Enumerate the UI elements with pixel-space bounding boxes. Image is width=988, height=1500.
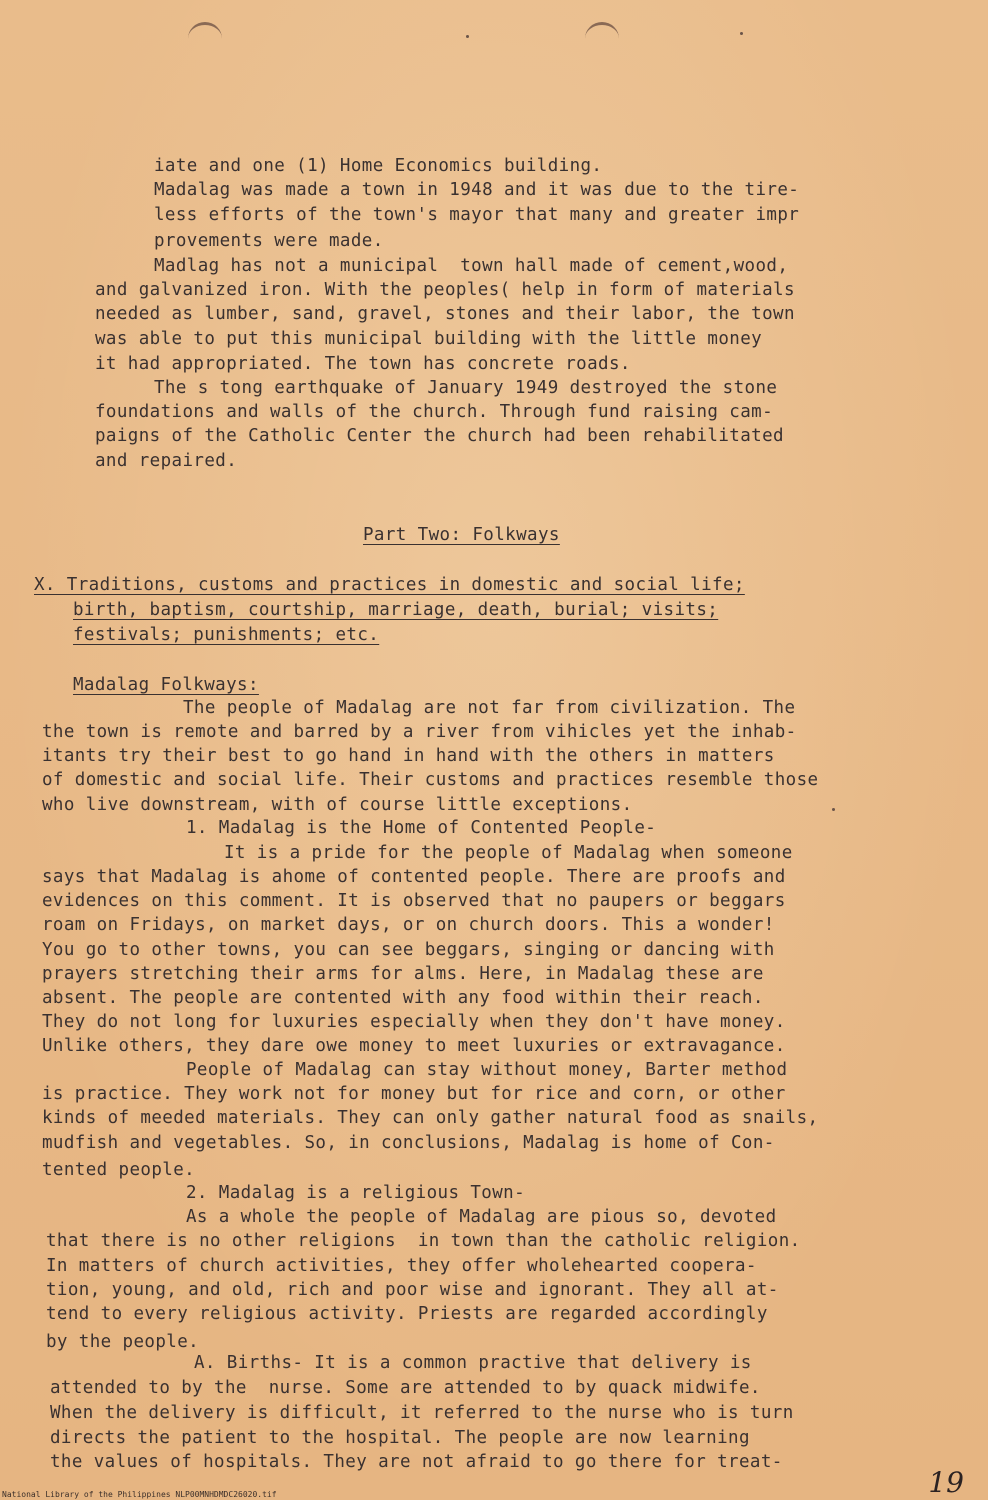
text-line: The people of Madalag are not far from civilization. The xyxy=(183,698,796,718)
text-line: needed as lumber, sand, gravel, stones and their labor, the town xyxy=(95,304,795,324)
text-line: tented people. xyxy=(42,1160,196,1180)
text-line: People of Madalag can stay without money, Barter method xyxy=(186,1060,788,1080)
topic-heading: festivals; punishments; etc. xyxy=(73,625,380,645)
text-line: They do not long for luxuries especially when they don't have money. xyxy=(42,1012,786,1032)
text-line: It is a pride for the people of Madalag when someone xyxy=(224,843,793,863)
text-line: kinds of meeded materials. They can only gather natural food as snails, xyxy=(42,1108,819,1128)
page-number: 19 xyxy=(928,1466,964,1499)
text-line: attended to by the nurse. Some are attended to by quack midwife. xyxy=(50,1378,761,1398)
text-line: is practice. They work not for money but for rice and corn, or other xyxy=(42,1084,786,1104)
punch-hole-left-icon xyxy=(188,22,222,55)
text-line: tion, young, and old, rich and poor wise and ignorant. They all at- xyxy=(46,1280,779,1300)
text-line: Madalag was made a town in 1948 and it was due to the tire- xyxy=(154,180,800,200)
text-line: and repaired. xyxy=(95,451,238,471)
text-line: prayers stretching their arms for alms. Here, in Madalag these are xyxy=(42,964,764,984)
punch-hole-right-icon xyxy=(585,22,619,55)
text-line: Unlike others, they dare owe money to meet luxuries or extravagance. xyxy=(42,1036,786,1056)
text-line: says that Madalag is ahome of contented people. There are proofs and xyxy=(42,867,786,887)
text-line: that there is no other religions in town than the catholic religion. xyxy=(46,1231,801,1251)
topic-heading: X. Traditions, customs and practices in domestic and social life; xyxy=(34,575,745,595)
text-line: 1. Madalag is the Home of Contented People- xyxy=(186,818,657,838)
text-line: it had appropriated. The town has concrete roads. xyxy=(95,354,631,374)
text-line: roam on Fridays, on market days, or on church doors. This a wonder! xyxy=(42,915,775,935)
text-line: In matters of church activities, they offer wholehearted coopera- xyxy=(46,1256,757,1276)
text-line: Madlag has not a municipal town hall made of cement,wood, xyxy=(154,256,789,276)
text-line: directs the patient to the hospital. The people are now learning xyxy=(50,1428,750,1448)
text-line: provements were made. xyxy=(154,231,384,251)
text-line: A. Births- It is a common practive that delivery is xyxy=(194,1353,752,1373)
text-line: the town is remote and barred by a river from vihicles yet the inhab- xyxy=(42,722,797,742)
text-line: iate and one (1) Home Economics building. xyxy=(154,156,603,176)
text-line: itants try their best to go hand in hand with the others in matters xyxy=(42,746,775,766)
text-line: of domestic and social life. Their customs and practices resemble those xyxy=(42,770,819,790)
text-line: was able to put this municipal building with the little money xyxy=(95,329,763,349)
scan-footer: National Library of the Philippines NLP00MNHDMDC26020.tif xyxy=(2,1490,277,1499)
text-line: absent. The people are contented with any food within their reach. xyxy=(42,988,764,1008)
text-line: evidences on this comment. It is observed that no paupers or beggars xyxy=(42,891,786,911)
topic-heading: birth, baptism, courtship, marriage, death, burial; visits; xyxy=(73,600,719,620)
text-line: When the delivery is difficult, it referred to the nurse who is turn xyxy=(50,1403,794,1423)
speck xyxy=(832,808,835,811)
speck xyxy=(740,32,743,35)
text-line: and galvanized iron. With the peoples( help in form of materials xyxy=(95,280,795,300)
text-line: As a whole the people of Madalag are pious so, devoted xyxy=(186,1207,777,1227)
section-heading: Part Two: Folkways xyxy=(363,525,560,545)
subheading: Madalag Folkways: xyxy=(73,675,259,695)
speck xyxy=(466,35,469,38)
text-line: You go to other towns, you can see beggars, singing or dancing with xyxy=(42,940,775,960)
text-line: less efforts of the town's mayor that many and greater impr xyxy=(154,205,800,225)
text-line: paigns of the Catholic Center the church had been rehabilitated xyxy=(95,426,784,446)
text-line: The s tong earthquake of January 1949 destroyed the stone xyxy=(154,378,778,398)
text-line: who live downstream, with of course little exceptions. xyxy=(42,795,633,815)
text-line: mudfish and vegetables. So, in conclusions, Madalag is home of Con- xyxy=(42,1133,775,1153)
text-line: by the people. xyxy=(46,1332,200,1352)
text-line: tend to every religious activity. Priests are regarded accordingly xyxy=(46,1304,768,1324)
text-line: 2. Madalag is a religious Town- xyxy=(186,1183,526,1203)
text-line: foundations and walls of the church. Through fund raising cam- xyxy=(95,402,774,422)
text-line: the values of hospitals. They are not afraid to go there for treat- xyxy=(50,1452,783,1472)
